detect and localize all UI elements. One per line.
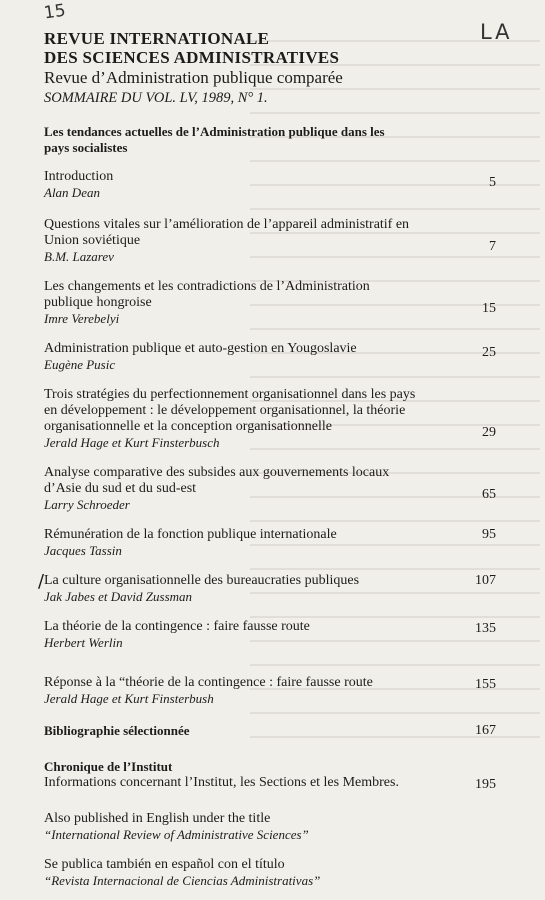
toc-entry bbox=[44, 279, 496, 327]
entry-title: Les changements et les contradictions de l’Administration bbox=[44, 279, 370, 294]
entry-title: publique hongroise bbox=[44, 295, 152, 310]
entry-page-number: 15 bbox=[482, 301, 496, 316]
entry-author: B.M. Lazarev bbox=[44, 249, 114, 264]
bibliography-page-number: 167 bbox=[475, 723, 496, 738]
entry-page-number: 5 bbox=[489, 175, 496, 190]
entry-title: Introduction bbox=[44, 169, 114, 184]
pen-mark: / bbox=[38, 571, 45, 592]
toc-entry bbox=[44, 217, 496, 265]
toc-entry bbox=[44, 387, 496, 451]
entry-author: Jacques Tassin bbox=[44, 543, 122, 558]
chronique-title: Chronique de l’Institut bbox=[44, 759, 173, 774]
entry-page-number: 65 bbox=[482, 487, 496, 502]
bibliography-title: Bibliographie sélectionnée bbox=[44, 723, 190, 738]
entry-author: Larry Schroeder bbox=[44, 497, 130, 512]
table-of-contents bbox=[38, 124, 496, 889]
entry-title: en développement : le développement organisationnel, la théorie bbox=[44, 403, 406, 418]
entry-author: Imre Verebelyi bbox=[44, 311, 120, 326]
entry-title: Union soviétique bbox=[44, 233, 141, 248]
entry-author: Alan Dean bbox=[44, 185, 100, 200]
entry-title: organisationnelle et la conception organisationnelle bbox=[44, 419, 332, 434]
entry-title: Questions vitales sur l’amélioration de l’appareil administratif en bbox=[44, 217, 410, 232]
entry-page-number: 7 bbox=[489, 239, 496, 254]
journal-subtitle: Revue d’Administration publique comparée bbox=[44, 68, 343, 87]
entry-author: Jerald Hage et Kurt Finsterbush bbox=[44, 691, 214, 706]
entry-title: Administration publique et auto-gestion en Yougoslavie bbox=[44, 341, 357, 356]
journal-title-line1: REVUE INTERNATIONALE bbox=[44, 29, 270, 48]
journal-header bbox=[44, 29, 514, 108]
entry-author: Eugène Pusic bbox=[44, 357, 116, 372]
entry-page-number: 135 bbox=[475, 621, 496, 636]
english-edition-note bbox=[44, 811, 496, 843]
toc-entry bbox=[44, 465, 496, 513]
entry-page-number: 29 bbox=[482, 425, 496, 440]
entry-page-number: 25 bbox=[482, 345, 496, 360]
entry-title: Rémunération de la fonction publique internationale bbox=[44, 527, 337, 542]
chronique-page-number: 195 bbox=[475, 777, 496, 792]
section-heading bbox=[44, 124, 496, 156]
entry-page-number: 107 bbox=[475, 573, 496, 588]
spanish-edition-note bbox=[44, 857, 496, 889]
entry-title: Trois stratégies du perfectionnement organisationnel dans les pays bbox=[44, 387, 416, 402]
english-note-line2: “International Review of Administrative Sciences” bbox=[44, 827, 309, 842]
entry-title: Analyse comparative des subsides aux gouvernements locaux bbox=[44, 465, 390, 480]
toc-entry bbox=[44, 675, 496, 707]
toc-entry bbox=[38, 571, 496, 605]
toc-entry bbox=[44, 169, 496, 201]
handwritten-note-right: LA bbox=[480, 20, 513, 44]
entry-title: La culture organisationnelle des bureaucraties publiques bbox=[44, 573, 360, 588]
entry-title: d’Asie du sud et du sud-est bbox=[44, 481, 197, 496]
journal-title-line2: DES SCIENCES ADMINISTRATIVES bbox=[44, 48, 340, 67]
entry-title: La théorie de la contingence : faire fausse route bbox=[44, 619, 310, 634]
issue-summary: SOMMAIRE DU VOL. LV, 1989, N° 1. bbox=[44, 90, 268, 106]
toc-entry bbox=[44, 527, 496, 559]
entry-page-number: 155 bbox=[475, 677, 496, 692]
entry-page-number: 95 bbox=[482, 527, 496, 542]
bibliography-entry bbox=[44, 723, 496, 739]
spanish-note-line2: “Revista Internacional de Ciencias Administrativas” bbox=[44, 873, 321, 888]
entry-author: Jak Jabes et David Zussman bbox=[44, 589, 193, 604]
toc-entry bbox=[44, 341, 496, 373]
chronique-entry bbox=[44, 759, 496, 791]
entry-title: Réponse à la “théorie de la contingence : faire fausse route bbox=[44, 675, 373, 690]
toc-entry bbox=[44, 619, 496, 651]
section-title-line1: Les tendances actuelles de l’Administration publique dans les bbox=[44, 124, 385, 139]
handwritten-note-left: 15 bbox=[42, 0, 67, 24]
spanish-note-line1: Se publica también en español con el título bbox=[44, 857, 285, 872]
english-note-line1: Also published in English under the title bbox=[44, 811, 271, 826]
entry-author: Jerald Hage et Kurt Finsterbusch bbox=[44, 435, 220, 450]
entry-author: Herbert Werlin bbox=[44, 635, 123, 650]
chronique-text: Informations concernant l’Institut, les Sections et les Membres. bbox=[44, 775, 399, 790]
section-title-line2: pays socialistes bbox=[44, 140, 128, 155]
